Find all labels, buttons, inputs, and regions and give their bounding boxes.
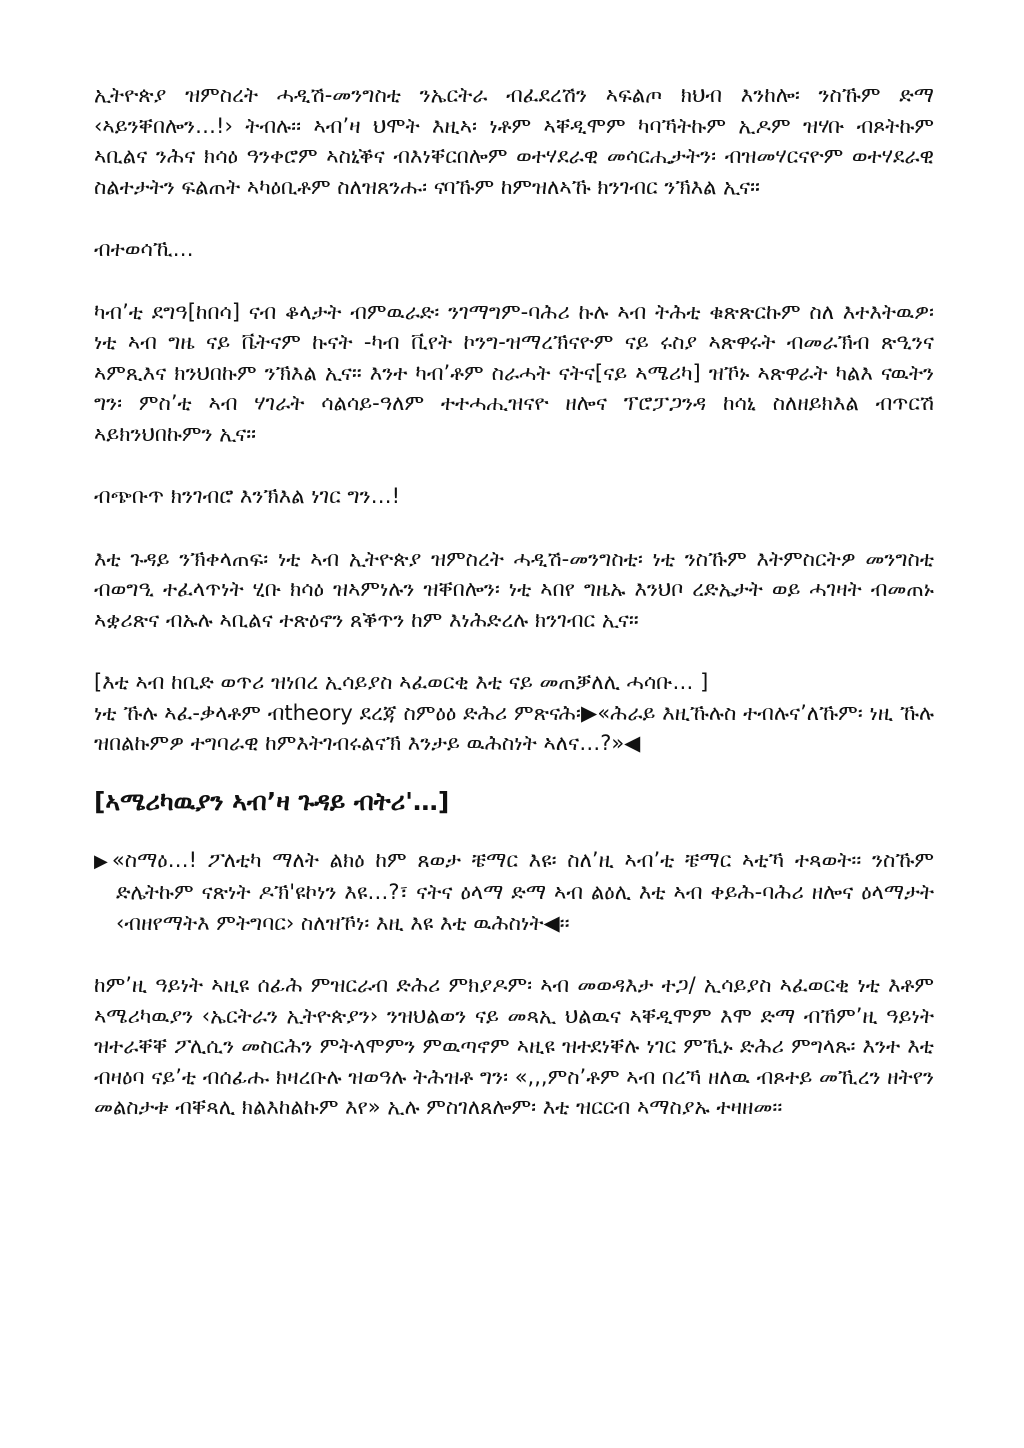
paragraph-6-body: ነቲ ኹሉ ኣፈ-ቃላቶም ብtheory ደረጃ ስምዕዕ ድሕሪ ምጽናሕ፡▶«ሕራይ እዚኹሉስ ተብሉና’ለኹም፡ ነዚ ኹሉ ዝበልኩምዎ ተግባራዊ ከምእትገብሩልናኽ እንታይ ዉሕስነት ኣለና…?»◀: [94, 700, 934, 755]
paragraph-5: እቲ ጉዳይ ንኽቀላጠፍ፡ ነቲ ኣብ ኢትዮጵያ ዝምስረት ሓዲሽ-መንግስቲ፡ ነቲ ንስኹም እትምስርትዎ መንግስቲ ብወግዒ ተፈላጥነት ሂቡ ክሳዕ ዝኣምነሉን ዝቐበሎን፡ ነቲ ኣበየ ግዜኡ እንህቦ ረድኤታት ወይ ሓገዛት ብመጠኑ ኣቋሪጽና ብኡሉ ኣቢልና ተጽዕኖን ጸቕጥን ከም እነሕድረሉ ክንገብር ኢና።: [94, 546, 934, 632]
section-heading: [ኣሜሪካዉያን ኣብ’ዛ ጉዳይ ብትሪ'…]: [94, 786, 450, 816]
paragraph-3: ካብ’ቲ ደግዓ[ከበሳ] ናብ ቆላታት ብምዉራድ፡ ንገማግም-ባሕሪ ኩሉ ኣብ ትሕቲ ቁጽጽርኩም ስለ እተእትዉዎ፡ ነቲ ኣብ ግዜ ናይ ቬትናም ኩናት -ካብ ቪየት ኮንግ-ዝማረኽናዮም ናይ ሩስያ ኣጽዋሩት ብመራኽብ ጽዒንና ኣምጺእና ክንህበኩም ንኽእል ኢና። እንተ ካብ’ቶም ስራሓት ናትና[ናይ ኣሜሪካ] ዝኾኑ ኣጽዋራት ካልእ ናዉትን ግን፡ ምስ’ቲ ኣብ ሃገራት ሳልሳይ-ዓለም ተተሓሒዝናዮ ዘሎና ፕሮፓጋንዳ ከሳኒ ስለዘይክእል ብጥርሽ ኣይክንህበኩምን ኢና።: [94, 299, 934, 446]
quote-paragraph: [94, 845, 934, 939]
document-page: [94, 80, 934, 1123]
paragraph-4: ብጭቡጥ ክንገብሮ እንኽእል ነገር ግን…!: [94, 484, 401, 508]
paragraph-2: ብተወሳኺ…: [94, 237, 194, 261]
paragraph-8: ከም’ዚ ዓይነት ኣዚዩ ሰፊሕ ምዝርራብ ድሕሪ ምክያዶም፡ ኣብ መወዳእታ ተጋ/ ኢሳይያስ ኣፈወርቂ ነቲ እቶም ኣሜሪካዉያን ‹ኤርትራን ኢትዮጵያን› ንዝህልወን ናይ መጻኢ ህልዉና ኣቐዲሞም እሞ ድማ ብኸም’ዚ ዓይነት ዝተራቐቐ ፖሊሲን መስርሕን ምትላሞምን ምዉጣኖም ኣዚዩ ዝተደነቐሉ ነገር ምኺኑ ድሕሪ ምግላጹ፡ እንተ እቲ ብዛዕባ ናይ’ቲ ብሰፊሑ ክዛረቡሉ ዝወዓሉ ትሕዝቶ ግን፡ «,,,ምስ’ቶም ኣብ በረኻ ዘለዉ ብጾተይ መኺረን ዘትየን መልስታቱ ብቐጻሊ ክልእከልኩም እየ» ኢሉ ምስገለጸሎም፡ እቲ ዝርርብ ኣማስያኡ ተዛዘመ፡፡: [94, 973, 934, 1119]
quote-text: «ስማዕ…! ፖለቲካ ማለት ልክዕ ከም ጸወታ ቼማር እዩ፡ ስለ’ዚ ኣብ’ቲ ቼማር ኣቲኻ ተጻወት፡፡ ንስኹም ድሌትኩም ናጽነት ዶኽ'ዩኮነን እዩ…?፣ ናትና ዕላማ ድማ ኣብ ልዕሊ እቲ ኣብ ቀይሕ-ባሕሪ ዘሎና ዕላማታት ‹ብዘየማትእ ምትግባር› ስለዝኾነ፡ እዚ እዩ እቲ ዉሕስነት◀፡፡: [111, 847, 935, 935]
paragraph-1: ኢትዮጵያ ዝምስረት ሓዲሽ-መንግስቲ ንኤርትራ ብፈደረሽን ኣፍልጦ ክህብ እንከሎ፡ ንስኹም ድማ ‹ኣይንቐበሎን…!› ትብሉ፡፡ ኣብ’ዛ ህሞት እዚኣ፡ ነቶም ኣቐዲሞም ካባኻትኩም ኢዶም ዝሃቡ ብጾትኩም ኣቢልና ንሕና ክሳዕ ዓንቀሮም ኣስኒቕና ብእነቐርበሎም ወተሃደራዊ መሳርሒታትን፡ ብዝመሃርናዮም ወተሃደራዊ ስልተታትን ፍልጠት ኣካዕቢቶም ስለዝጸንሑ፡ ናባኹም ከምዝለኣኹ ክንገብር ንኽእል ኢና።: [94, 83, 934, 199]
paragraph-6-bracket-line: [እቲ ኣብ ከቢድ ወጥሪ ዝነበረ ኢሳይያስ ኣፈወርቂ እቲ ናይ መጠቓለሊ ሓሳቡ… ]: [94, 670, 709, 694]
quote-arrow-icon: ▶: [94, 850, 112, 872]
